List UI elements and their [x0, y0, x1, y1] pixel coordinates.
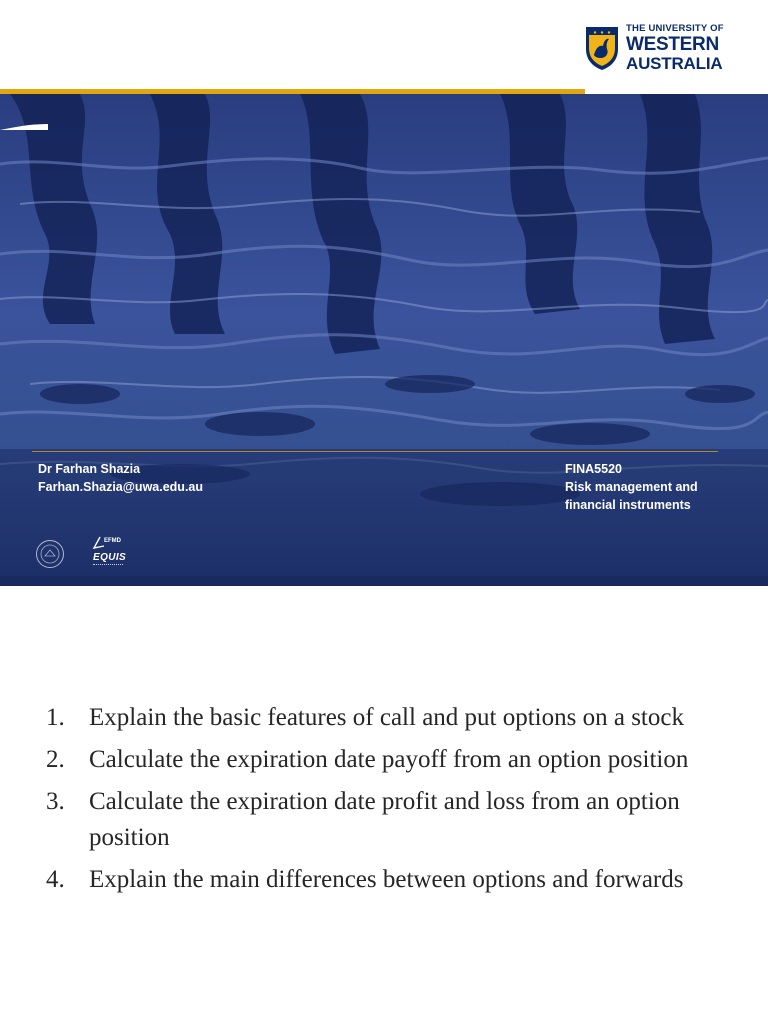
slide-header [0, 0, 768, 90]
logo-line-1: THE UNIVERSITY OF [626, 23, 724, 35]
lecturer-info [38, 460, 203, 496]
banner-divider-rule [32, 451, 718, 452]
objective-text: Calculate the expiration date profit and loss from an option position [89, 788, 680, 851]
university-crest-icon [584, 25, 620, 71]
objective-number: 2. [46, 746, 65, 773]
white-corner-curve [0, 94, 48, 130]
objective-text: Calculate the expiration date payoff from an option position [89, 746, 689, 773]
logo-line-3: AUSTRALIA [626, 53, 723, 73]
equis-accreditation-logo [82, 536, 132, 568]
course-code: FINA5520 [565, 462, 622, 476]
efmd-label: EFMD [104, 538, 121, 544]
course-title-line-2: financial instruments [565, 498, 691, 512]
objective-text: Explain the basic features of call and put options on a stock [89, 704, 684, 731]
objective-number: 3. [46, 788, 65, 815]
logo-line-2: WESTERN [626, 33, 719, 55]
list-item [34, 862, 734, 898]
equis-label: EQUIS [93, 552, 127, 563]
accreditation-seal-icon [36, 540, 64, 568]
equis-dotted-line [93, 564, 123, 566]
lecturer-email: Farhan.Shazia@uwa.edu.au [38, 480, 204, 494]
list-item [34, 784, 734, 856]
university-name [626, 24, 724, 72]
university-logo [584, 22, 734, 74]
lecturer-name: Dr Farhan Shazia [38, 462, 141, 476]
banner-bottom-band [0, 576, 768, 586]
course-title-line-1: Risk management and [565, 480, 698, 494]
list-item [34, 742, 734, 778]
course-info [565, 460, 698, 514]
objective-number: 4. [46, 866, 65, 893]
list-item [34, 700, 734, 736]
objective-number: 1. [46, 704, 65, 731]
learning-objectives-list [34, 700, 734, 904]
objective-text: Explain the main differences between options and forwards [89, 866, 684, 893]
